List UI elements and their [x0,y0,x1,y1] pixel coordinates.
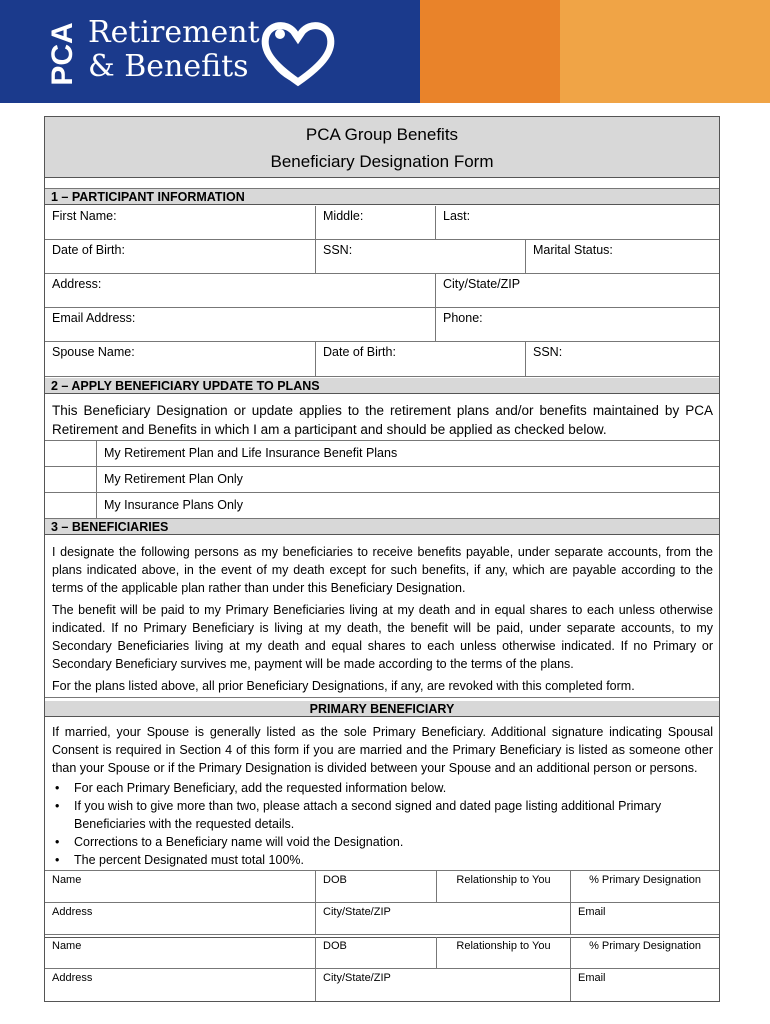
primary-beneficiary-text: If married, your Spouse is generally listed as the sole Primary Beneficiary. Additional signature indicating Spousal Consent is required in Section 4 of this form if you are married and the Primary Beneficiary is listed as someone other than your Spouse or if the Primary Designation is divided between your Spouse and an additional person or persons. [52,725,713,775]
city-state-zip-field[interactable]: City/State/ZIP [436,274,719,308]
beneficiary1-city-field[interactable]: City/State/ZIP [316,903,571,935]
list-item: • For each Primary Beneficiary, add the requested information below. [55,781,447,795]
beneficiary2-name-field[interactable]: Name [45,937,316,969]
beneficiary1-relationship-field[interactable]: Relationship to You [437,871,571,903]
plan-option-3-checkbox[interactable] [45,493,97,519]
logo-benefits: & Benefits [88,49,249,84]
marital-status-field[interactable]: Marital Status: [526,240,719,274]
spouse-name-field[interactable]: Spouse Name: [45,342,316,377]
form-title-line2: Beneficiary Designation Form [270,152,494,171]
beneficiary2-dob-field[interactable]: DOB [316,937,437,969]
form-title-line1: PCA Group Benefits [305,125,459,144]
gold-band [560,0,770,103]
first-name-field[interactable]: First Name: [45,206,316,240]
divider [45,697,719,698]
spacer [45,178,719,189]
beneficiary1-dob-field[interactable]: DOB [316,871,437,903]
plan-option-2-checkbox[interactable] [45,467,97,493]
primary-beneficiary-heading: PRIMARY BENEFICIARY [45,701,719,717]
section3-paragraph-1: I designate the following persons as my beneficiaries to receive benefits payable, under separate accounts, from the plans indicated above, in the event of my death except for such benefits, if any, which are payable according to the terms of the applicable plan rather than under this Beneficiary Designation. [52,545,713,595]
beneficiary1-percent-field[interactable]: % Primary Designation [571,871,719,903]
section1-heading: 1 – PARTICIPANT INFORMATION [45,189,719,205]
phone-field[interactable]: Phone: [436,308,719,342]
plan-option-1-checkbox[interactable] [45,441,97,467]
list-item: • Corrections to a Beneficiary name will void the Designation. [55,835,404,849]
middle-name-field[interactable]: Middle: [316,206,436,240]
primary-instructions-list [52,779,713,869]
beneficiary2-email-field[interactable]: Email [578,972,606,984]
section3-heading: 3 – BENEFICIARIES [45,519,719,535]
section2-text: This Beneficiary Designation or update applies to the retirement plans and/or benefits maintained by PCA Retirement and Benefits in which I am a participant and should be applied as checked below. [52,403,713,437]
pca-logo-mark [40,22,80,86]
beneficiary1-address-field[interactable]: Address [45,903,316,935]
spouse-ssn-field[interactable]: SSN: [526,342,719,377]
plan-option-1-label: My Retirement Plan and Life Insurance Benefit Plans [97,441,719,467]
beneficiary-form [44,116,720,1002]
beneficiary1-name-field[interactable]: Name [45,871,316,903]
beneficiary2-percent-field[interactable]: % Primary Designation [571,937,719,969]
email-field[interactable]: Email Address: [45,308,436,342]
form-title [45,117,719,178]
ssn-field[interactable]: SSN: [316,240,526,274]
beneficiary2-address-field[interactable]: Address [45,969,316,1001]
beneficiary2-city-field[interactable]: City/State/ZIP [316,969,571,1001]
list-item: • The percent Designated must total 100%. [55,853,304,867]
address-field[interactable]: Address: [45,274,436,308]
header-banner [0,0,770,103]
plan-option-3-label: My Insurance Plans Only [97,493,719,519]
orange-band [420,0,560,103]
list-item: • If you wish to give more than two, please attach a second signed and dated page listing additional Primary Beneficiaries with the requested details. [55,799,662,831]
svg-text:PCA: PCA [46,22,79,86]
section3-paragraph-2: The benefit will be paid to my Primary Beneficiaries living at my death and in equal shares to each unless otherwise indicated. If no Primary Beneficiary is living at my death, the benefit will be paid, under separate accounts, to my Secondary Beneficiaries living at my death and equal shares to each unless otherwise indicated. If no Primary or Secondary Beneficiary survives me, payment will be made according to the terms of the plans. [52,603,713,671]
plan-option-2-label: My Retirement Plan Only [97,467,719,493]
section3-paragraph-3: For the plans listed above, all prior Beneficiary Designations, if any, are revoked with this completed form. [52,679,635,693]
dob-field[interactable]: Date of Birth: [45,240,316,274]
heart-hands-icon [258,16,338,88]
section2-heading: 2 – APPLY BENEFICIARY UPDATE TO PLANS [45,378,719,394]
spouse-dob-field[interactable]: Date of Birth: [316,342,526,377]
last-name-field[interactable]: Last: [436,206,719,240]
beneficiary2-relationship-field[interactable]: Relationship to You [437,937,571,969]
logo-retirement: Retirement [88,15,260,50]
beneficiary1-email-field[interactable]: Email [571,903,719,935]
